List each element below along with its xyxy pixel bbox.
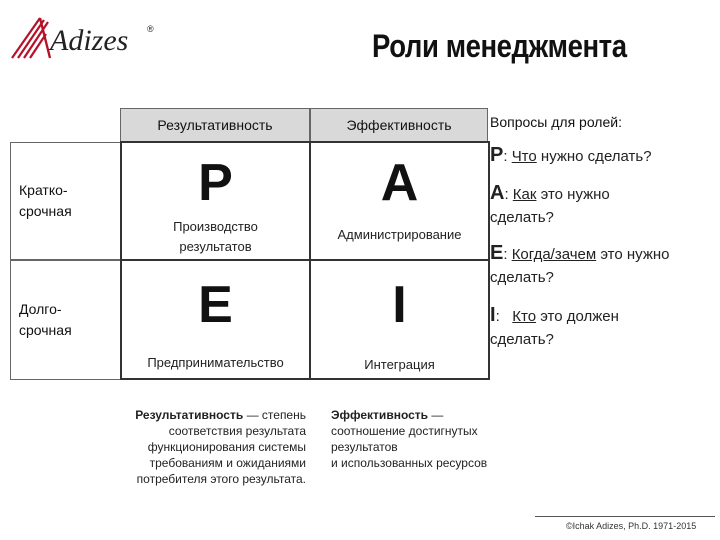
- row-header-long-term: [10, 260, 122, 380]
- definition-term: Эффективность: [331, 408, 429, 422]
- definition-text: —: [428, 408, 444, 422]
- definition-text: соответствия результата: [168, 424, 306, 438]
- adizes-logo: [10, 14, 160, 62]
- question-text: это нужно: [600, 246, 670, 263]
- role-name-i: Интеграция: [364, 357, 435, 372]
- definition-efficiency: [331, 407, 531, 471]
- question-sep: :: [504, 186, 509, 203]
- role-letter-e: E: [198, 276, 233, 334]
- question-letter: I: [490, 304, 496, 326]
- role-name-line: Производство: [173, 219, 258, 234]
- adizes-logo-mark: [10, 14, 160, 62]
- row-header-short-term: [10, 142, 122, 260]
- definition-text: требованиям и ожиданиями: [149, 456, 306, 470]
- question-text: это нужно: [540, 186, 610, 203]
- role-name-a: Администрирование: [337, 227, 462, 242]
- question-text: сделать?: [490, 269, 554, 286]
- definition-text: и использованных ресурсов: [331, 456, 488, 470]
- row-header-line: срочная: [19, 203, 72, 219]
- cell-p: [120, 141, 311, 261]
- role-letter-i: I: [392, 276, 407, 334]
- definition-text: потребителя этого результата.: [136, 472, 306, 486]
- footer-divider: [535, 516, 715, 517]
- row-header-line: Долго-: [19, 301, 62, 317]
- definition-text: — степень: [243, 408, 306, 422]
- question-e: [490, 242, 670, 289]
- question-sep: :: [503, 148, 508, 165]
- question-sep: :: [495, 308, 500, 325]
- question-text: сделать?: [490, 331, 554, 348]
- question-keyword: Когда/зачем: [511, 246, 597, 263]
- copyright-footer: ©Ichak Adizes, Ph.D. 1971-2015: [566, 521, 697, 531]
- question-text: это должен: [540, 308, 619, 325]
- role-name-p: [122, 217, 309, 257]
- cell-i: [309, 259, 490, 380]
- question-text: сделать?: [490, 209, 554, 226]
- page-title: Роли менеджмента: [372, 28, 627, 64]
- role-name-e: Предпринимательство: [147, 355, 284, 370]
- question-sep: :: [503, 246, 508, 263]
- question-keyword: Кто: [512, 308, 537, 325]
- row-header-line: Кратко-: [19, 182, 68, 198]
- role-letter-p: P: [198, 154, 233, 212]
- role-letter-a: A: [380, 154, 419, 212]
- definition-text: функционирования системы: [147, 440, 306, 454]
- definition-text: соотношение достигнутых: [331, 424, 478, 438]
- row-header-line: срочная: [19, 322, 72, 338]
- question-text: нужно сделать?: [540, 148, 652, 165]
- question-a: [490, 182, 610, 229]
- question-letter: P: [490, 144, 504, 166]
- definition-results: [94, 407, 306, 487]
- cell-e: [120, 259, 311, 380]
- logo-registered-mark: ®: [147, 24, 154, 34]
- roles-matrix: [10, 108, 490, 380]
- question-keyword: Что: [511, 148, 537, 165]
- question-keyword: Как: [512, 186, 537, 203]
- column-header-efficiency: Эффективность: [310, 108, 488, 142]
- role-name-line: результатов: [179, 239, 252, 254]
- question-i: [490, 304, 619, 351]
- question-letter: E: [490, 242, 504, 264]
- definition-term: Результативность: [135, 408, 244, 422]
- cell-a: [309, 141, 490, 261]
- definition-text: результатов: [331, 440, 398, 454]
- question-p: [490, 144, 652, 168]
- questions-heading: Вопросы для ролей:: [490, 114, 622, 130]
- column-header-results: Результативность: [120, 108, 310, 142]
- question-letter: A: [490, 182, 505, 204]
- logo-wordmark: Adizes: [50, 24, 129, 57]
